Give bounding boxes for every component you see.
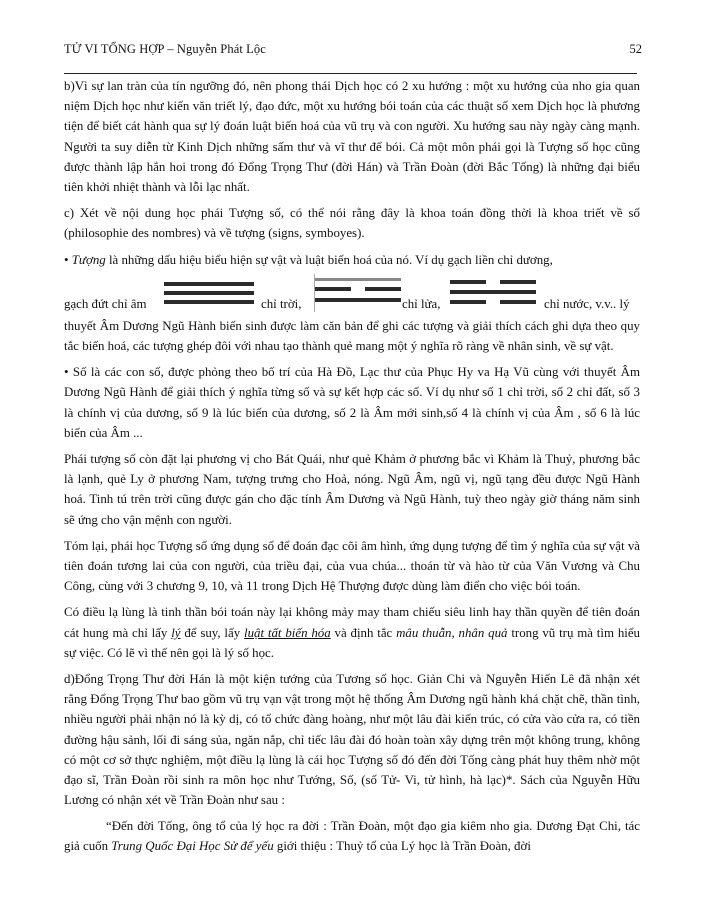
tuong-text-b1: gạch đứt chỉ âm — [64, 296, 147, 311]
header-rule — [64, 73, 637, 74]
trigram-water-icon — [450, 276, 536, 312]
paragraph-tuong — [64, 250, 640, 357]
ly-so-text-c: và định tắc — [330, 625, 397, 640]
term-mau-thuan: mâu thuẫn, nhân quả — [396, 625, 508, 640]
ly-so-text-b: để suy, lấy — [180, 625, 245, 640]
tuong-text-a: là những dấu hiệu biểu hiện sự vật và luật biến hoá của nó. Ví dụ gạch liền chỉ dương, — [105, 252, 553, 267]
paragraph-c: c) Xét về nội dung học phái Tượng số, có thể nói rằng đây là khoa toán đồng thời là khoa triết về số (philosophie des nombres) và về tượng (signs, symboyes). — [64, 206, 640, 241]
tuong-text-b3: chỉ lửa, — [402, 296, 441, 311]
paragraph-b: b)Vì sự lan tràn của tín ngưỡng đó, nên phong thái Dịch học có 2 xu hướng : một xu hướng của nho gia quan niệm Dịch học như kiến văn triết lý, đạo đức, một xu hướng bói toán của các thuật số xem Dịch học là phương tiện để biết cát hành qua sự lý đoán luật biến hoá của vũ trụ và con người. Xu hướng sau này ngày càng mạnh. Người ta suy diễn từ Kinh Dịch những sấm thư và vĩ thư để bói. Cả một môn phái gọi là Tượng số học cũng được thành lập hẳn hoi trong đó Đổng Trọng Thư (đời Hán) và Trần Đoàn (đời Bắc Tống) là những đại biểu tiên khởi nhiệt thành và lỗi lạc nhất. — [64, 79, 640, 195]
trigram-fire-icon — [314, 274, 401, 312]
quote-paragraph — [64, 816, 640, 856]
page-header — [64, 42, 644, 62]
bullet-glyph: • — [64, 252, 69, 267]
paragraph-so: • Số là các con số, được phỏng theo bố trí của Hà Đồ, Lạc thư của Phục Hy va Hạ Vũ cùng với thuyết Âm Dương Ngũ Hành để giải thích ý nghĩa từng số và sự kết hợp các số. Ví dụ như số 1 chỉ trời, số 2 chỉ đất, số 3 là chính vị của dương, số 9 là lúc biến của dương, số 2 là Âm mới sinh,số 4 là chính vị của Âm , số 6 là lúc biến của Âm ... — [64, 365, 640, 440]
paragraph-dong-trong-thu: d)Đổng Trọng Thư đời Hán là một kiện tướng của Tương số học. Giản Chi và Nguyễn Hiến Lê đã nhận xét rằng Đổng Trọng Thư bao gồm vũ trụ vạn vật trong một hệ thống Âm Dương ngũ hành khá chặt chẽ, thần tình, nhiều người phải nhận nó là kỳ dị, có tổ chức đàng hoàng, như một lâu đài kiến trúc, có cửa vào cửa ra, có tiền đường hậu sảnh, lối đi sáng sủa, ngăn nắp, chỉ tiếc lâu đài đó hoàn toàn xây dựng trên một không trung, không có một cơ sở thực nghiệm, một điều lạ lùng là cái học Tượng số đó đến đời Tống càng phát huy thêm nhờ một đạo sĩ, Trần Đoàn rồi sinh ra môn học như Tướng, Số, (số Tử- Vi, tử hình, hà lạc)*. Sách của Nguyễn Hữu Lương có nhận xét về Trần Đoàn như sau : — [64, 672, 640, 808]
trigram-heaven-icon — [164, 278, 254, 312]
term-tuong: Tượng — [71, 252, 106, 267]
tuong-text-c: thuyết Âm Dương Ngũ Hành biến sinh được làm căn bản để ghi các tượng và giải thích cách ghi dựa theo quy tắc biến hoá, các tượng ghép đôi với nhau tạo thành quẻ mang một ý nghĩa rõ ràng về nhân sinh, về sự vật. — [64, 318, 640, 354]
tuong-text-b2: chỉ trời, — [261, 296, 302, 311]
quote-text-a: “Đến đời Tống, ông tổ của lý học ra đời : Trần Đoàn, một đạo gia kiêm nho gia. Dương Đạt Chi, tác giả cuốn — [64, 818, 640, 853]
trigram-line — [64, 272, 640, 316]
term-ly: lý — [171, 625, 181, 640]
paragraph-ly-so — [64, 602, 640, 663]
paragraph-tom-lai: Tóm lại, phái học Tượng số ứng dụng số để đoán đạc cõi âm hình, ứng dụng tượng để tìm ý nghĩa của sự vật và tiên đoán tương lai của con người, của triều đại, của vua chúa... thoán từ và hào từ của Văn Vương và Chu Công, cùng với 3 chương 9, 10, và 11 trong Dịch Hệ Thượng được dùng làm điển cho việc bói toán. — [64, 538, 640, 594]
page-number: 52 — [629, 42, 642, 56]
book-title: Trung Quốc Đại Học Sử để yếu — [111, 838, 274, 853]
running-title: TỬ VI TỔNG HỢP – Nguyễn Phát Lộc — [64, 42, 266, 56]
term-luat-tat-bien-hoa: luật tất biến hóa — [244, 625, 331, 640]
body-text — [64, 76, 640, 861]
tuong-text-b4: chỉ nước, v.v.. lý — [544, 296, 630, 311]
ly-so-text-d: trong vũ trụ mà tìm hiểu sự việc. Có lẽ vì thế nên gọi là lý số học. — [64, 625, 641, 660]
quote-text-b: giới thiệu : Thuỷ tổ của Lý học là Trần Đoàn, đời — [273, 838, 531, 853]
paragraph-phuong-vi: Phái tượng số còn đặt lại phương vị cho Bát Quái, như quẻ Khảm ở phương bắc vì Khảm là Thuỷ, phương bắc là lạnh, quẻ Ly ở phương Nam, tượng trưng cho Hoả, nóng. Ngũ Âm, ngũ vị, ngũ tạng đều được Ngũ Hành hoá. Tinh tú trên trời cũng được gán cho đặc tính Âm Dương và Ngũ Hành, tuỳ theo ngày giờ tháng năm sinh sẽ ứng cho vận mệnh con người. — [64, 452, 640, 527]
ly-so-text-a: Có điều lạ lùng là tinh thần bói toán này lại không mảy may tham chiếu siêu linh hay thần quyền để tiên đoán cát hung mà chỉ lấy — [64, 605, 640, 640]
